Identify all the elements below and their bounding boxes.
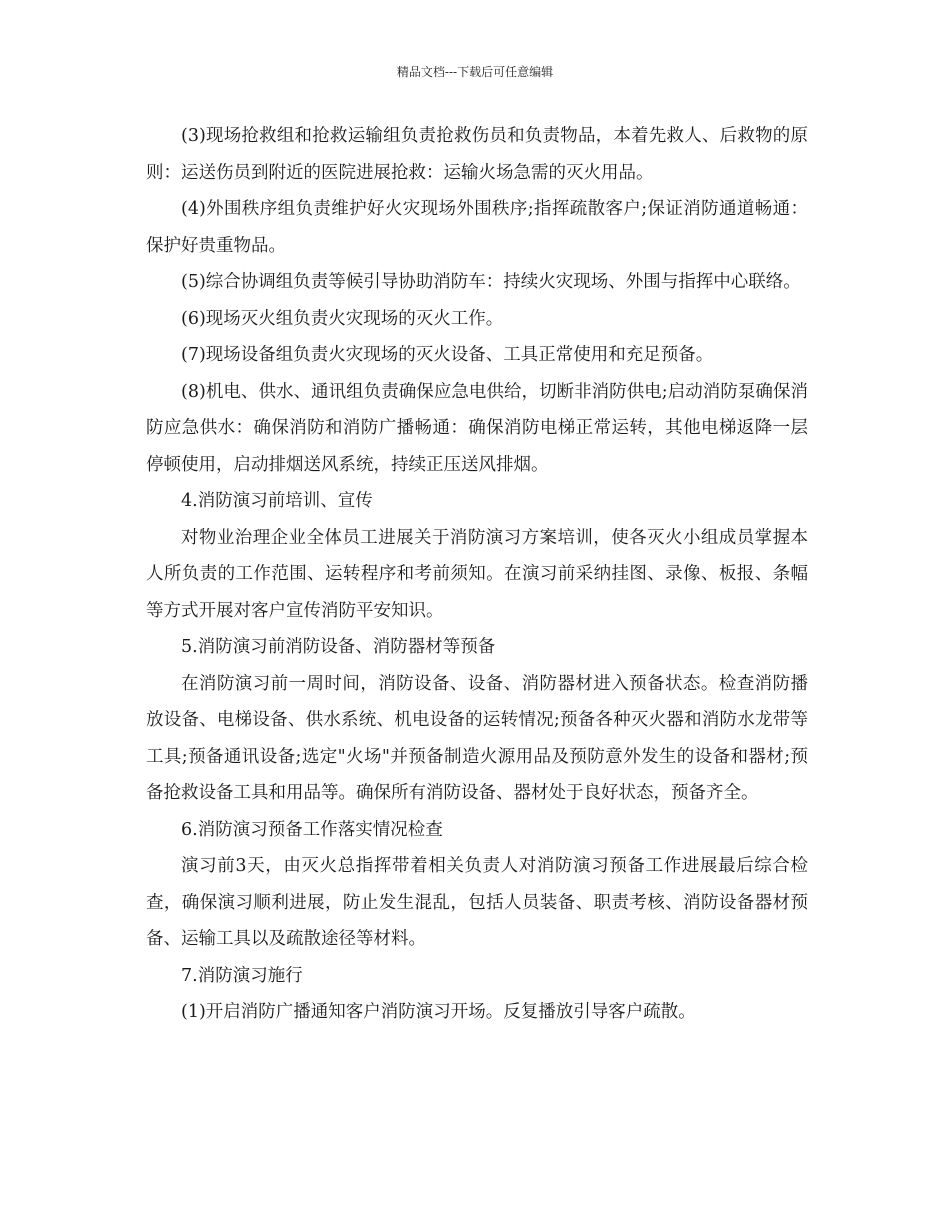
document-body bbox=[146, 118, 808, 1031]
paragraph-rescue-transport-group: (3)现场抢救组和抢救运输组负责抢救伤员和负责物品，本着先救人、后救物的原则：运送伤员到附近的医院进展抢救：运输火场急需的灭火用品。 bbox=[146, 126, 808, 183]
section-heading-execution: 7.消防演习施行 bbox=[181, 965, 303, 986]
paragraph-preparation: 在消防演习前一周时间，消防设备、设备、消防器材进入预备状态。检查消防播放设备、电梯设备、供水系统、机电设备的运转情况;预备各种灭火器和消防水龙带等工具;预备通讯设备;选定"火场"并预备制造火源用品及预防意外发生的设备和器材;预备抢救设备工具和用品等。确保所有消防设备、器材处于良好状态，预备齐全。 bbox=[146, 673, 808, 803]
page-header: 精品文档---下载后可任意编辑 bbox=[396, 65, 554, 79]
paragraph-firefighting-group: (6)现场灭火组负责火灾现场的灭火工作。 bbox=[181, 308, 504, 329]
paragraph-perimeter-order-group: (4)外围秩序组负责维护好火灾现场外围秩序;指挥疏散客户;保证消防通道畅通：保护好贵重物品。 bbox=[146, 199, 808, 256]
section-heading-inspection: 6.消防演习预备工作落实情况检查 bbox=[181, 819, 443, 840]
paragraph-equipment-group: (7)现场设备组负责火灾现场的灭火设备、工具正常使用和充足预备。 bbox=[181, 345, 714, 365]
paragraph-inspection: 演习前3天，由灭火总指挥带着相关负责人对消防演习预备工作进展最后综合检查，确保演习顺利进展，防止发生混乱，包括人员装备、职责考核、消防设备器材预备、运输工具以及疏散途径等材料。 bbox=[146, 856, 808, 949]
paragraph-coordination-group: (5)综合协调组负责等候引导协助消防车：持续火灾现场、外围与指挥中心联络。 bbox=[181, 272, 801, 292]
paragraph-utilities-group: (8)机电、供水、通讯组负责确保应急电供给，切断非消防供电;启动消防泵确保消防应急供水：确保消防和消防广播畅通：确保消防电梯正常运转，其他电梯返降一层停顿使用，启动排烟送风系统，持续正压送风排烟。 bbox=[146, 381, 808, 475]
section-heading-preparation: 5.消防演习前消防设备、消防器材等预备 bbox=[181, 637, 496, 657]
section-heading-training: 4.消防演习前培训、宣传 bbox=[181, 491, 373, 511]
paragraph-broadcast: (1)开启消防广播通知客户消防演习开场。反复播放引导客户疏散。 bbox=[181, 1002, 696, 1022]
paragraph-training: 对物业治理企业全体员工进展关于消防演习方案培训，使各灭火小组成员掌握本人所负责的工作范围、运转程序和考前须知。在演习前采纳挂图、录像、板报、条幅等方式开展对客户宣传消防平安知识。 bbox=[146, 527, 808, 621]
